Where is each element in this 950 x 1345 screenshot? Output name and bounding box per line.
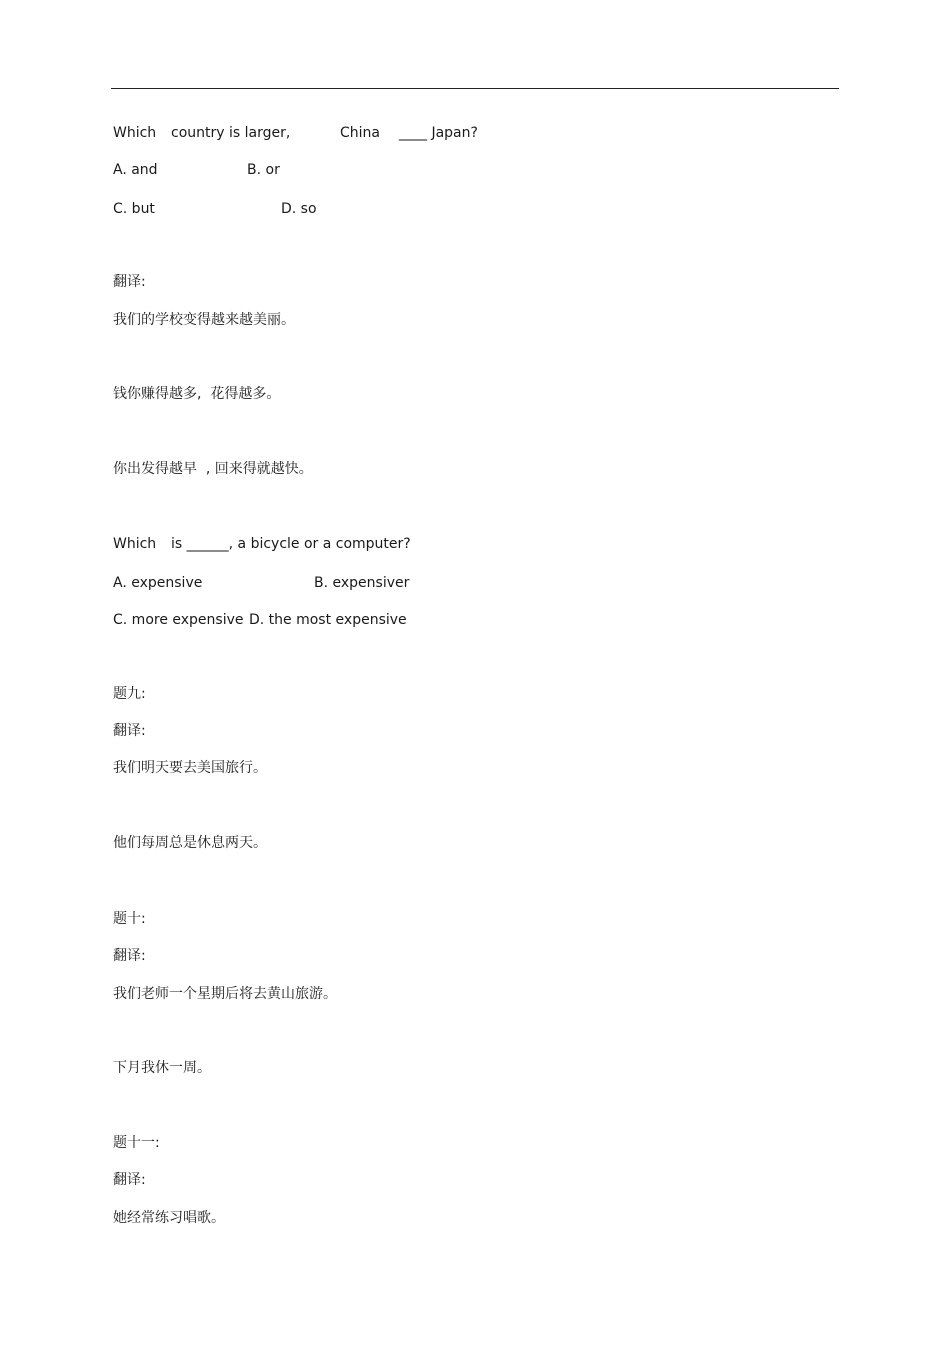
section-9-sentence-2: 他们每周总是休息两天。 xyxy=(113,835,267,851)
q1-word-japan: ____ Japan? xyxy=(399,125,478,141)
q1-word-china: China xyxy=(340,125,380,141)
section-10-label: 翻译: xyxy=(113,948,146,964)
section-10-title: 题十: xyxy=(113,911,146,927)
q1-word-country: country is larger, xyxy=(171,125,291,141)
section-10-sentence-1: 我们老师一个星期后将去黄山旅游。 xyxy=(113,986,337,1002)
section-10-sentence-2: 下月我休一周。 xyxy=(113,1060,211,1076)
translation-sentence-2: 钱你赚得越多, 花得越多。 xyxy=(113,386,281,402)
q2-rest: is ______, a bicycle or a computer? xyxy=(171,536,411,552)
translation-sentence-3: 你出发得越早 , 回来得就越快。 xyxy=(113,461,313,477)
section-9-sentence-1: 我们明天要去美国旅行。 xyxy=(113,760,267,776)
section-11-sentence-1: 她经常练习唱歌。 xyxy=(113,1210,225,1226)
translation-sentence-1: 我们的学校变得越来越美丽。 xyxy=(113,312,295,328)
section-9-title: 题九: xyxy=(113,686,146,702)
q2-option-a: A. expensive xyxy=(113,575,203,591)
q1-option-b: B. or xyxy=(247,162,280,178)
q1-option-c: C. but xyxy=(113,201,155,217)
q2-word-which: Which xyxy=(113,536,157,552)
q1-option-d: D. so xyxy=(281,201,317,217)
section-11-title: 题十一: xyxy=(113,1135,160,1151)
section-9-label: 翻译: xyxy=(113,723,146,739)
section-11-label: 翻译: xyxy=(113,1172,146,1188)
q1-word-which: Which xyxy=(113,125,157,141)
translation-label: 翻译: xyxy=(113,274,146,290)
q1-option-a: A. and xyxy=(113,162,158,178)
q2-option-c: C. more expensive xyxy=(113,612,244,628)
header-rule xyxy=(111,88,839,89)
q2-option-b: B. expensiver xyxy=(314,575,410,591)
q2-option-d: D. the most expensive xyxy=(249,612,407,628)
